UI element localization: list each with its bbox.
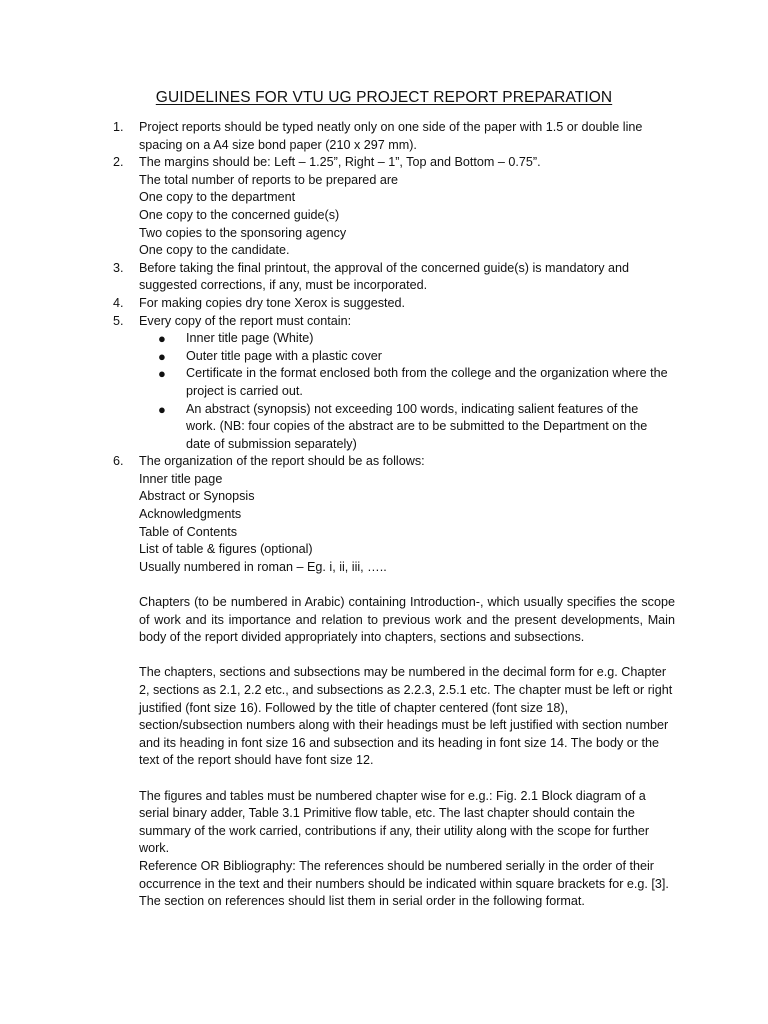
list-item-5 — [0, 313, 675, 331]
list-text: The organization of the report should be as follows: — [139, 454, 425, 469]
list-item-1 — [0, 119, 675, 154]
bullet-text: Outer title page with a plastic cover — [186, 348, 382, 363]
bullet-item — [0, 365, 671, 400]
copies-line: One copy to the department — [139, 190, 296, 205]
list-number: 6. — [113, 454, 124, 469]
document-body — [0, 119, 768, 911]
bullet-icon: ● — [158, 401, 166, 417]
bullet-icon: ● — [158, 331, 166, 347]
list-text: Before taking the final printout, the approval of the concerned guide(s) is mandatory and suggested corrections, if any, must be incorporated. — [139, 260, 630, 293]
bullet-item — [0, 348, 671, 366]
list-text: Project reports should be typed neatly only on one side of the paper with 1.5 or double line spacing on a A4 size bond paper (210 x 297 mm). — [139, 120, 643, 152]
list-item-4 — [0, 295, 675, 313]
copies-line: The total number of reports to be prepared are — [139, 172, 399, 187]
copies-line: Two copies to the sponsoring agency — [139, 225, 347, 240]
list-number: 1. — [113, 120, 124, 134]
references-paragraph: Reference OR Bibliography: The references should be numbered serially in the order of their occurrence in the text and their numbers should be indicated within square brackets for e.g. [3]. The section on references should list them in serial order in the following format. — [139, 858, 669, 909]
copies-line: One copy to the concerned guide(s) — [139, 207, 340, 222]
bullet-text: An abstract (synopsis) not exceeding 100 words, indicating salient features of the work. (NB: four copies of the abstract are to be submitted to the Department on the date of submission separately) — [186, 401, 648, 451]
list-number: 5. — [113, 313, 124, 328]
bullet-icon: ● — [158, 348, 166, 364]
document-title: GUIDELINES FOR VTU UG PROJECT REPORT PREPARATION — [155, 89, 613, 106]
organization-line: Table of Contents — [139, 524, 238, 539]
bullet-icon: ● — [158, 366, 166, 382]
figures-paragraph: The figures and tables must be numbered chapter wise for e.g.: Fig. 2.1 Block diagram of a serial binary adder, Table 3.1 Primitive flow table, etc. The last chapter should contain the summary of the work carried, contributions if any, their utility along with the scope for further work. — [139, 788, 650, 856]
spacer — [0, 770, 768, 788]
list-number: 4. — [113, 295, 124, 310]
list-item-6 — [0, 453, 675, 471]
list-number: 2. — [113, 155, 124, 170]
chapters-paragraph: Chapters (to be numbered in Arabic) containing Introduction-, which usually specifies the scope of work and its importance and relation to previous work and the present developments, Main body of the report divided appropriately into chapters, sections and subsections. — [139, 595, 675, 645]
list-item-3 — [0, 260, 675, 295]
spacer — [0, 647, 768, 665]
list-text: For making copies dry tone Xerox is suggested. — [139, 295, 405, 310]
organization-line: Acknowledgments — [139, 507, 242, 522]
bullet-text: Inner title page (White) — [186, 331, 314, 346]
spacer — [0, 576, 768, 594]
bullet-text: Certificate in the format enclosed both from the college and the organization where the project is carried out. — [186, 366, 668, 398]
numbering-paragraph: The chapters, sections and subsections may be numbered in the decimal form for e.g. Chapter 2, sections as 2.1, 2.2 etc., and subsections as 2.2.3, 2.5.1 etc. The chapter must be left or right justified (font size 16). Followed by the title of chapter centered (font size 18), section/subsection numbers along with their headings must be left justified with section number and its heading in font size 16 and subsection and its heading in font size 14. The body or the text of the report should have font size 12. — [139, 665, 673, 768]
list-text: Every copy of the report must contain: — [139, 313, 352, 328]
organization-line: List of table & figures (optional) — [139, 542, 313, 557]
list-item-2 — [0, 154, 675, 172]
list-number: 3. — [113, 260, 124, 275]
organization-line: Inner title page — [139, 471, 223, 486]
copies-line: One copy to the candidate. — [139, 243, 290, 258]
bullet-item — [0, 401, 671, 454]
bullet-item — [0, 330, 671, 348]
organization-line: Abstract or Synopsis — [139, 489, 255, 504]
list-text: The margins should be: Left – 1.25”, Right – 1”, Top and Bottom – 0.75”. — [139, 155, 541, 170]
organization-line: Usually numbered in roman – Eg. i, ii, iii, ….. — [139, 559, 387, 574]
